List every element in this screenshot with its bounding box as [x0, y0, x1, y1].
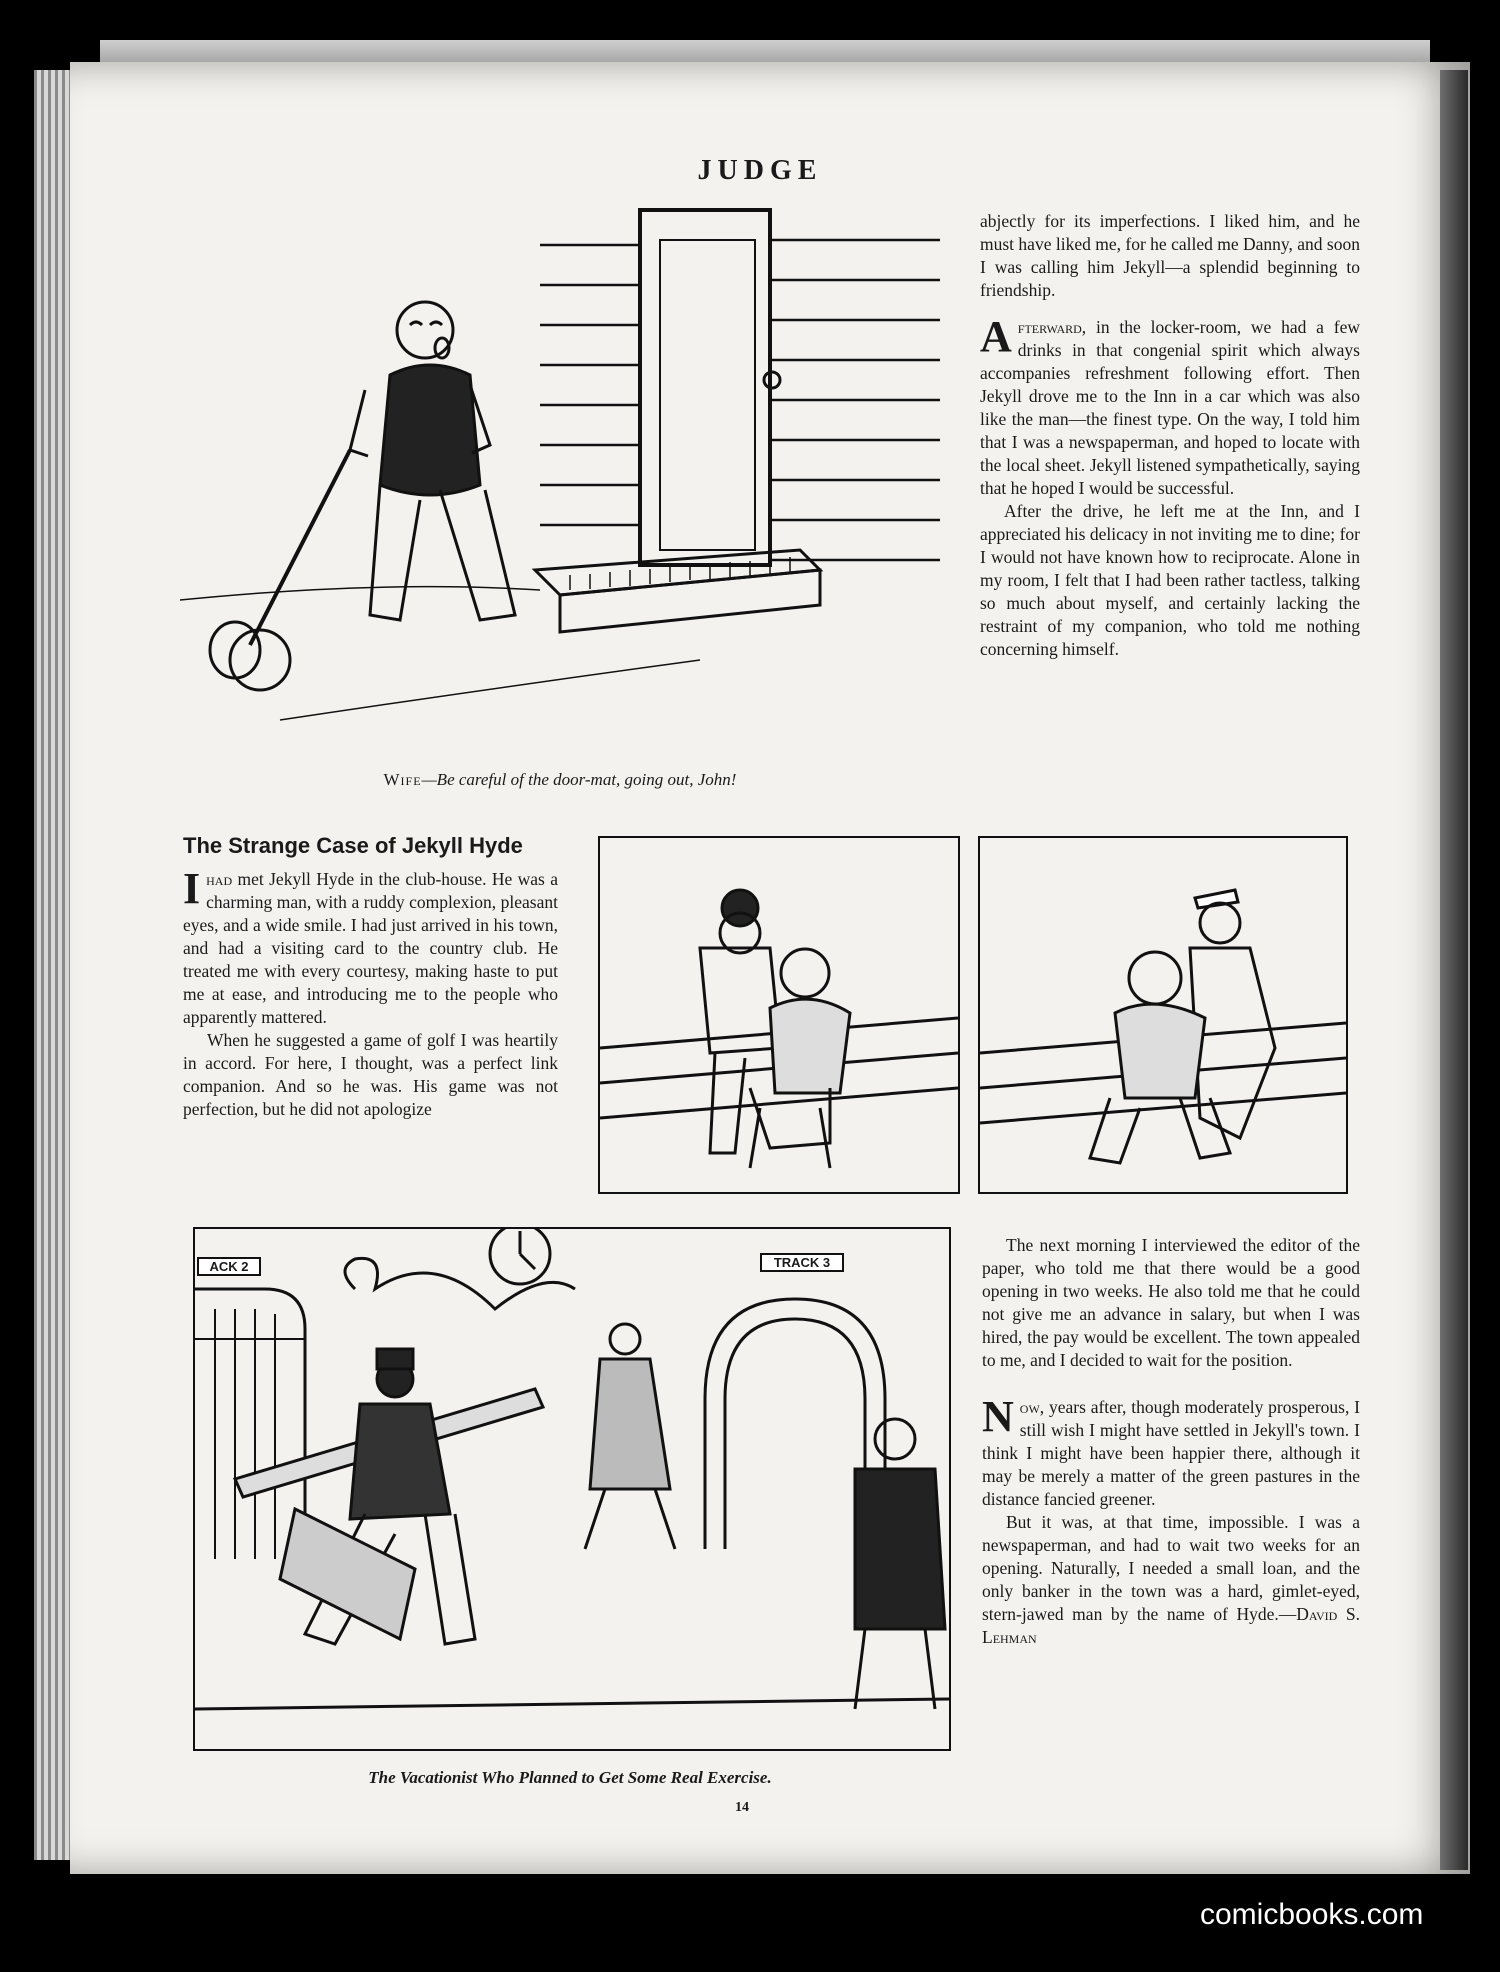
col1-paragraph-1-text: met Jekyll Hyde in the club-house. He was a charming man, with a ruddy complexion, pleasant eyes, and a wide smile. I had just arrived in his town, and had a visiting card to the country club. He treated me with every courtesy, making haste to put me at ease, and introducing me to the people who apparently mattered. [183, 869, 558, 1027]
story-author: David S. Lehman [982, 1604, 1360, 1647]
boxing-scene-1 [600, 838, 958, 1192]
col3-lead: ow, [1019, 1397, 1045, 1417]
story-column-3 [982, 1234, 1360, 1649]
top-cartoon-caption [260, 770, 860, 790]
story-headline: The Strange Case of Jekyll Hyde [183, 833, 523, 858]
col1-dropcap: I [183, 864, 201, 913]
col3-dropcap: N [982, 1392, 1014, 1441]
col2-dropcap: A [980, 312, 1012, 361]
caption-text: —Be careful of the door-mat, going out, John! [421, 770, 737, 789]
col3-paragraph-2 [982, 1392, 1360, 1511]
boxing-panel-1 [598, 836, 960, 1194]
track-sign-right: TRACK 3 [760, 1253, 844, 1272]
col1-paragraph-1 [183, 864, 558, 1029]
col3-paragraph-1: The next morning I interviewed the editor of the paper, who told me that there would be a good opening in two weeks. He also told me that he could not give me an advance in salary, but when I was hired, the pay would be excellent. The town appealed to me, and I decided to wait for the position. [982, 1235, 1360, 1370]
col3-paragraph-3 [982, 1511, 1360, 1649]
story-column-1 [183, 864, 558, 1121]
col1-lead: had [206, 869, 233, 889]
station-scene [195, 1229, 949, 1749]
col2-lead: fterward, [1017, 317, 1087, 337]
caption-speaker: Wife [383, 770, 422, 789]
col2-paragraph-3: After the drive, he left me at the Inn, and I appreciated his delicacy in not inviting me to dine; for I would not have known how to reciprocate. Alone in my room, I felt that I had been rather tactless, talking so much about myself, and certainly lacking the restraint of my companion, who told me nothing concerning himself. [980, 501, 1360, 659]
col3-paragraph-2-text: years after, though moderately prosperous, I still wish I might have settled in Jekyll's town. I think I might have been happier there, although it may be merely a matter of the green pastures in the distance fancied greener. [982, 1397, 1360, 1509]
col3-paragraph-3-text: But it was, at that time, impossible. I was a newspaperman, and had to wait two weeks for an opening. Naturally, I needed a small loan, and the only banker in the town was a hard, gimlet-eyed, stern-jawed man by the name of Hyde.— [982, 1512, 1360, 1624]
col1-paragraph-2: When he suggested a game of golf I was heartily in accord. For here, I thought, was a perfect link companion. And so he was. His game was not perfection, but he did not apologize [183, 1030, 558, 1119]
boxing-scene-2 [980, 838, 1346, 1192]
track-sign-left: ACK 2 [197, 1257, 261, 1276]
col2-paragraph-2 [980, 312, 1360, 500]
lawnmower-cartoon [180, 200, 960, 760]
col2-paragraph-1: abjectly for its imperfections. I liked him, and he must have liked me, for he called me Danny, and soon I was calling him Jekyll—a splendid beginning to friendship. [980, 211, 1360, 300]
story-column-2 [980, 210, 1360, 661]
masthead: JUDGE [697, 155, 823, 186]
col2-paragraph-2-text: in the locker-room, we had a few drinks in that congenial spirit which always accompanies refreshment following effort. Then Jekyll drove me to the Inn in a car which was also like the man—the finest type. On the way, I told him that I was a newspaperman, and hoped to locate with the local sheet. Jekyll listened sympathetically, saying that he hoped I would be successful. [980, 317, 1360, 498]
station-cartoon-caption: The Vacationist Who Planned to Get Some Real Exercise. [368, 1768, 772, 1787]
boxing-panel-2 [978, 836, 1348, 1194]
binding-shadow [1440, 70, 1468, 1870]
page-number: 14 [735, 1800, 749, 1815]
watermark: comicbooks.com [1200, 1898, 1424, 1931]
station-cartoon-frame [193, 1227, 951, 1751]
